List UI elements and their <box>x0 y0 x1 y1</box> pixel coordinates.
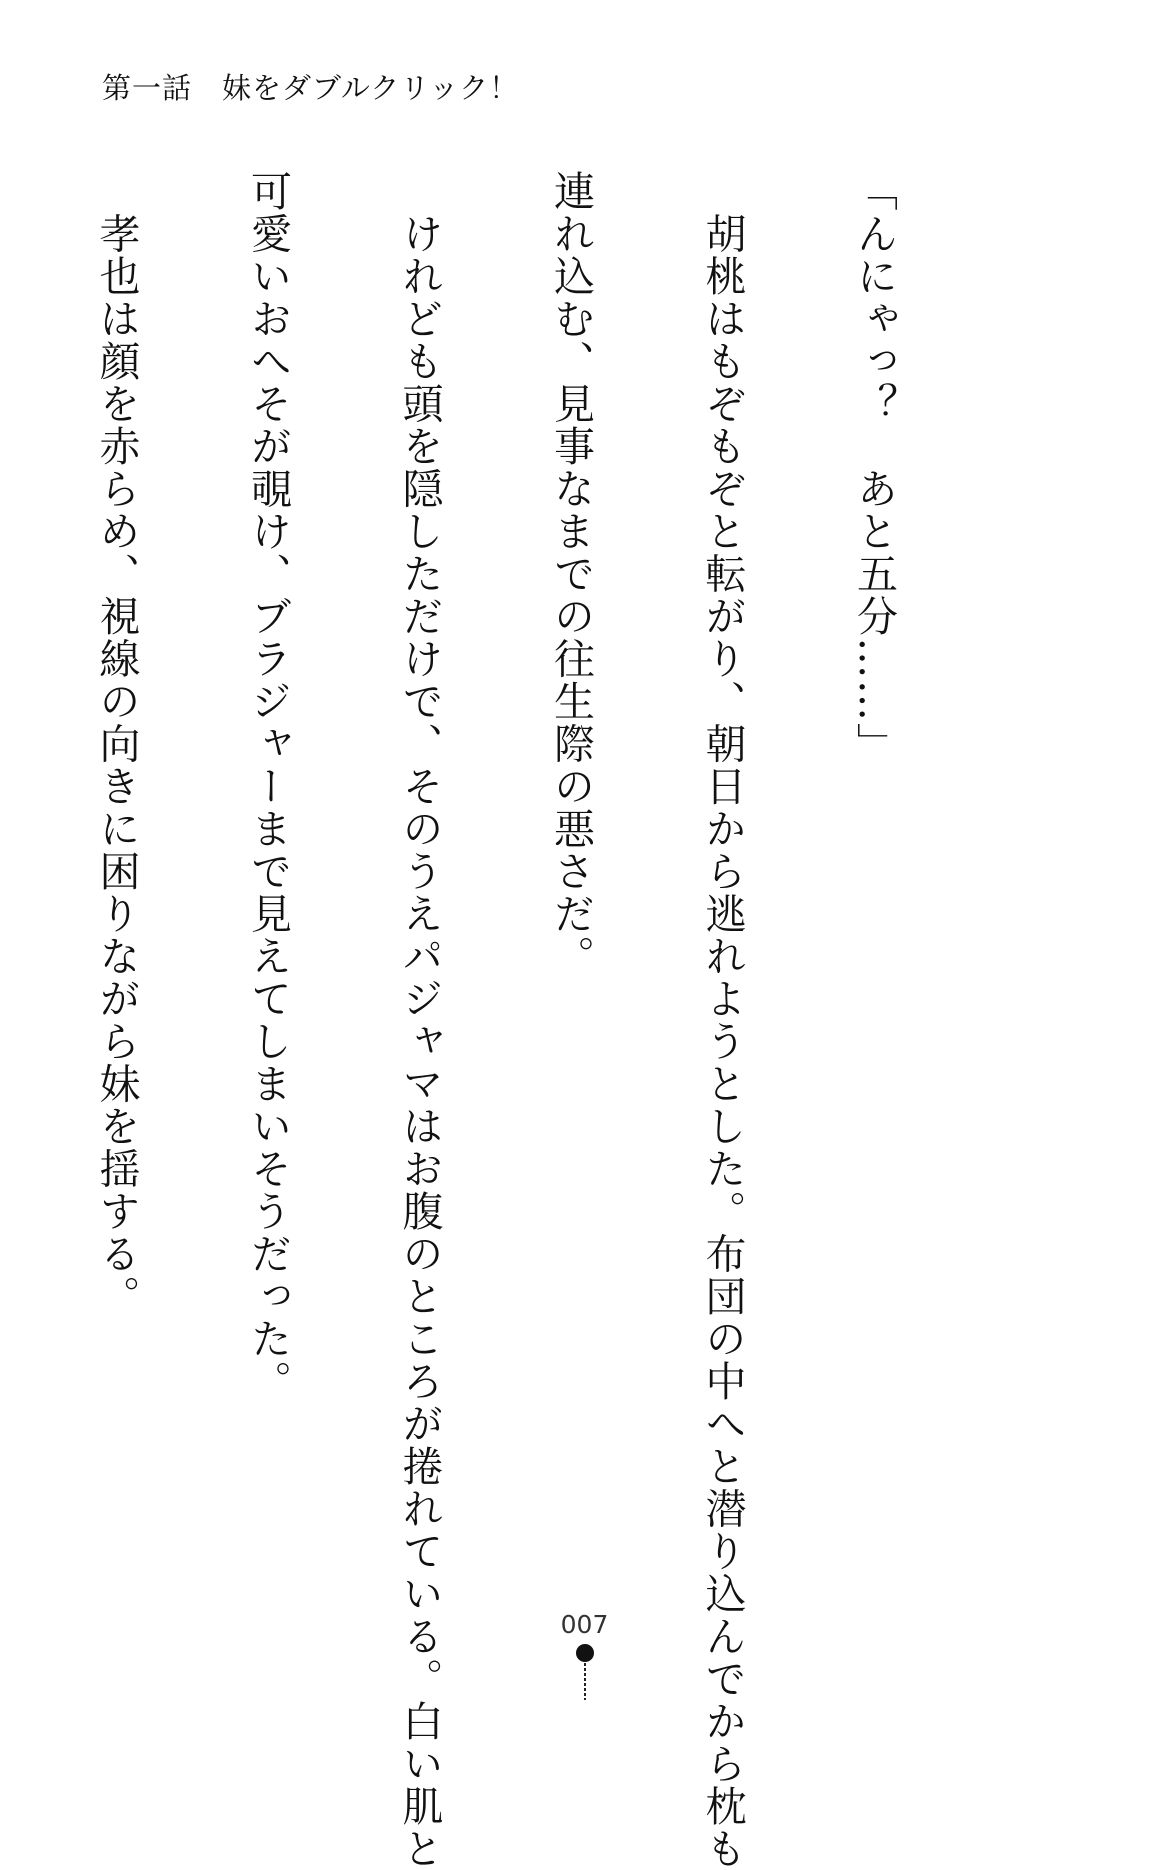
text-line: 「んにゃっ？ あと五分……」 <box>850 170 898 765</box>
page-number: 007 <box>560 1610 609 1639</box>
text-line: 可愛いおへそが覗け、ブラジャーまで見えてしまいそうだった。 <box>244 170 292 1403</box>
text-line: 連れ込む、見事なまでの往生際の悪さだ。 <box>547 170 595 978</box>
bookmark-bead-ornament <box>576 1644 594 1662</box>
text-line: けれども頭を隠しただけで、そのうえパジャマはお腹のところが捲れている。白い肌と <box>395 170 444 1870</box>
text-line: 胡桃はもぞもぞと転がり、朝日から逃れようとした。布団の中へと潜り込んでから枕も <box>698 170 747 1870</box>
text-line: 孝也は顔を赤らめ、視線の向きに困りながら妹を揺する。 <box>92 170 141 1318</box>
running-header-chapter-title: 第一話 妹をダブルクリック！ <box>102 71 520 105</box>
